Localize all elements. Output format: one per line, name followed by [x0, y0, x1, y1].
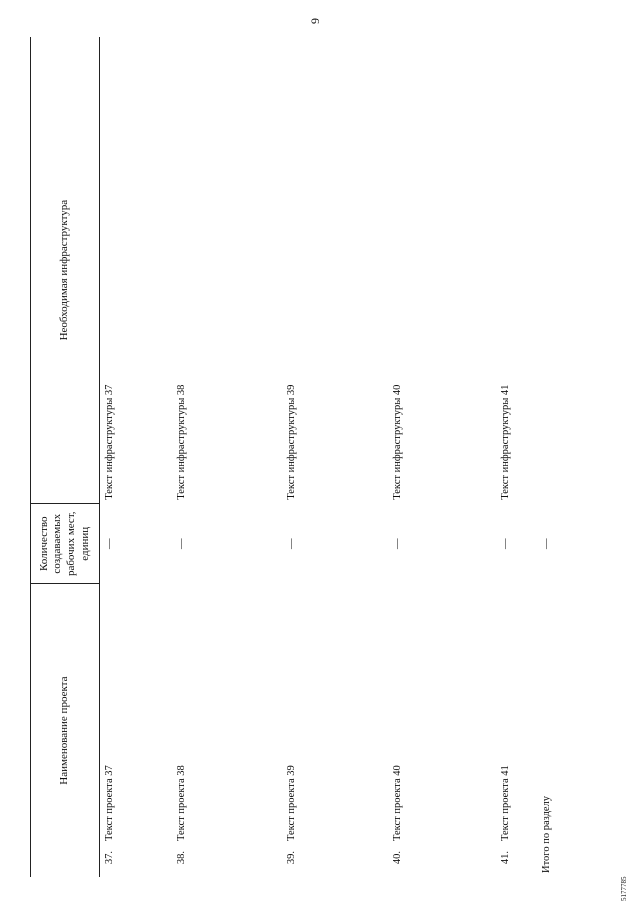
total-infra-empty — [534, 37, 556, 504]
table-row — [388, 37, 496, 877]
row-number: 41. — [499, 851, 511, 865]
project-name: Текст проекта 39 — [285, 765, 297, 842]
row-number: 38. — [175, 851, 187, 865]
project-name: Текст проекта 41 — [499, 765, 511, 842]
infrastructure: Текст инфраструктуры 39 — [285, 384, 297, 500]
total-count: — — [540, 538, 552, 549]
jobs-count: — — [499, 538, 511, 549]
total-label: Итого по разделу — [540, 795, 552, 873]
header-jobs-count: Количество создаваемых рабочих мест, единиц — [31, 504, 100, 584]
table-row — [282, 37, 388, 877]
table-row — [496, 37, 534, 877]
table-row — [172, 37, 282, 877]
projects-table — [30, 37, 556, 877]
page-number: 9 — [308, 18, 322, 24]
jobs-count: — — [175, 538, 187, 549]
row-number: 40. — [391, 851, 403, 865]
project-name: Текст проекта 37 — [104, 765, 115, 842]
infrastructure: Текст инфраструктуры 40 — [391, 384, 403, 500]
jobs-count: — — [285, 538, 297, 549]
table-row — [100, 37, 172, 877]
row-number: 37. — [104, 851, 115, 865]
row-number: 39. — [285, 851, 297, 865]
project-name: Текст проекта 38 — [175, 765, 187, 842]
header-project-name: Наименование проекта — [31, 584, 100, 877]
total-row — [534, 37, 556, 877]
jobs-count: — — [391, 538, 403, 549]
jobs-count: — — [104, 538, 115, 549]
project-name: Текст проекта 40 — [391, 765, 403, 842]
infrastructure: Текст инфраструктуры 41 — [499, 384, 511, 500]
document-id: 5177785 — [620, 876, 628, 901]
table-header-row — [31, 37, 100, 877]
infrastructure: Текст инфраструктуры 37 — [104, 384, 115, 500]
header-infrastructure: Необходимая инфраструктура — [31, 37, 100, 504]
infrastructure: Текст инфраструктуры 38 — [175, 384, 187, 500]
